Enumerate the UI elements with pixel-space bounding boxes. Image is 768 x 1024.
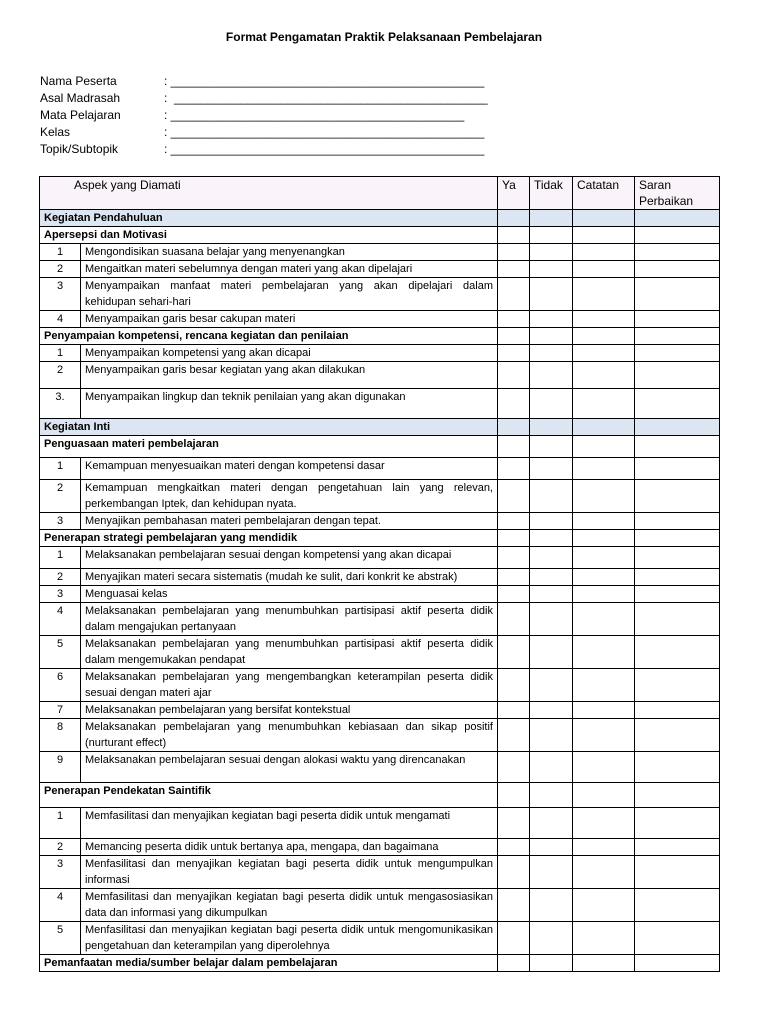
table-row — [40, 261, 720, 278]
answer-cell[interactable] — [530, 586, 573, 603]
section-cell — [498, 210, 530, 227]
table-row — [40, 480, 720, 513]
observation-table — [39, 176, 720, 972]
answer-cell[interactable] — [573, 362, 635, 389]
answer-cell[interactable] — [530, 328, 573, 345]
item-description: Mengondisikan suasana belajar yang menyenangkan — [81, 244, 498, 261]
answer-cell[interactable] — [498, 311, 530, 328]
answer-cell[interactable] — [635, 513, 720, 530]
answer-cell[interactable] — [635, 244, 720, 261]
answer-cell[interactable] — [573, 480, 635, 513]
answer-cell[interactable] — [498, 513, 530, 530]
answer-cell[interactable] — [573, 586, 635, 603]
answer-cell[interactable] — [573, 345, 635, 362]
answer-cell[interactable] — [573, 530, 635, 547]
answer-cell[interactable] — [573, 569, 635, 586]
table-row — [40, 278, 720, 311]
form-row-kelas — [40, 124, 488, 141]
header-tidak: Tidak — [530, 177, 573, 210]
answer-cell[interactable] — [573, 955, 635, 972]
item-number: 2 — [40, 261, 81, 278]
table-row — [40, 244, 720, 261]
answer-cell[interactable] — [530, 362, 573, 389]
item-number: 2 — [40, 569, 81, 586]
form-row-asal-madrasah — [40, 90, 488, 107]
answer-cell[interactable] — [635, 922, 720, 955]
answer-cell[interactable] — [498, 702, 530, 719]
answer-cell[interactable] — [498, 955, 530, 972]
answer-cell[interactable] — [635, 752, 720, 783]
answer-cell[interactable] — [530, 530, 573, 547]
answer-cell[interactable] — [498, 603, 530, 636]
item-description: Menyajikan pembahasan materi pembelajaran dengan tepat. — [81, 513, 498, 530]
answer-cell[interactable] — [530, 480, 573, 513]
table-row — [40, 669, 720, 702]
group-label: Apersepsi dan Motivasi — [40, 227, 498, 244]
answer-cell[interactable] — [573, 922, 635, 955]
answer-cell[interactable] — [530, 389, 573, 419]
item-number: 5 — [40, 636, 81, 669]
answer-cell[interactable] — [530, 227, 573, 244]
item-description: Menfasilitasi dan menyajikan kegiatan bagi peserta didik untuk mengumpulkan informasi — [81, 856, 498, 889]
answer-cell[interactable] — [573, 227, 635, 244]
form-blank-line[interactable]: : ____________________________________________ — [164, 108, 465, 122]
item-number: 4 — [40, 311, 81, 328]
answer-cell[interactable] — [530, 669, 573, 702]
answer-cell[interactable] — [573, 244, 635, 261]
item-description: Melaksanakan pembelajaran sesuai dengan kompetensi yang akan dicapai — [81, 547, 498, 569]
answer-cell[interactable] — [635, 955, 720, 972]
group-label: Penguasaan materi pembelajaran — [40, 436, 498, 458]
table-row — [40, 636, 720, 669]
item-description: Memancing peserta didik untuk bertanya apa, mengapa, dan bagaimana — [81, 839, 498, 856]
table-row — [40, 719, 720, 752]
table-row — [40, 513, 720, 530]
table-row — [40, 752, 720, 783]
item-number: 1 — [40, 808, 81, 839]
item-number: 8 — [40, 719, 81, 752]
answer-cell[interactable] — [498, 839, 530, 856]
item-description: Menyampaikan lingkup dan teknik penilaian yang akan digunakan — [81, 389, 498, 419]
answer-cell[interactable] — [635, 227, 720, 244]
answer-cell[interactable] — [635, 480, 720, 513]
answer-cell[interactable] — [635, 362, 720, 389]
answer-cell[interactable] — [498, 808, 530, 839]
item-description: Memfasilitasi dan menyajikan kegiatan bagi peserta didik untuk mengasosiasikan data dan informasi yang dikumpulkan — [81, 889, 498, 922]
answer-cell[interactable] — [635, 636, 720, 669]
item-number: 2 — [40, 839, 81, 856]
item-number: 4 — [40, 603, 81, 636]
answer-cell[interactable] — [498, 244, 530, 261]
form-blank-line[interactable]: : _______________________________________________ — [164, 142, 485, 156]
answer-cell[interactable] — [498, 362, 530, 389]
item-number: 1 — [40, 244, 81, 261]
item-number: 5 — [40, 922, 81, 955]
answer-cell[interactable] — [635, 719, 720, 752]
answer-cell[interactable] — [530, 436, 573, 458]
table-row — [40, 702, 720, 719]
answer-cell[interactable] — [530, 955, 573, 972]
item-description: Menyampaikan garis besar cakupan materi — [81, 311, 498, 328]
header-saran: Saran Perbaikan — [635, 177, 720, 210]
item-description: Kemampuan menyesuaikan materi dengan kompetensi dasar — [81, 458, 498, 480]
item-number: 7 — [40, 702, 81, 719]
group-label: Pemanfaatan media/sumber belajar dalam pembelajaran — [40, 955, 498, 972]
item-number: 3 — [40, 586, 81, 603]
answer-cell[interactable] — [573, 328, 635, 345]
answer-cell[interactable] — [573, 458, 635, 480]
group-label: Penerapan Pendekatan Saintifik — [40, 783, 498, 808]
answer-cell[interactable] — [635, 345, 720, 362]
answer-cell[interactable] — [498, 922, 530, 955]
section-cell — [498, 419, 530, 436]
answer-cell[interactable] — [635, 328, 720, 345]
answer-cell[interactable] — [498, 856, 530, 889]
item-description: Menyajikan materi secara sistematis (mudah ke sulit, dari konkrit ke abstrak) — [81, 569, 498, 586]
answer-cell[interactable] — [530, 311, 573, 328]
item-description: Menfasilitasi dan menyajikan kegiatan bagi peserta didik untuk mengomunikasikan pengetahuan dan keterampilan yang diperolehnya — [81, 922, 498, 955]
answer-cell[interactable] — [498, 889, 530, 922]
answer-cell[interactable] — [573, 261, 635, 278]
answer-cell[interactable] — [498, 586, 530, 603]
answer-cell[interactable] — [498, 719, 530, 752]
answer-cell[interactable] — [573, 839, 635, 856]
answer-cell[interactable] — [573, 436, 635, 458]
form-label: Nama Peserta — [40, 74, 117, 88]
table-row — [40, 603, 720, 636]
answer-cell[interactable] — [498, 783, 530, 808]
answer-cell[interactable] — [635, 586, 720, 603]
answer-cell[interactable] — [635, 458, 720, 480]
table-row — [40, 345, 720, 362]
item-description: Melaksanakan pembelajaran yang menumbuhkan partisipasi aktif peserta didik dalam mengajukan pertanyaan — [81, 603, 498, 636]
answer-cell[interactable] — [530, 839, 573, 856]
answer-cell[interactable] — [573, 389, 635, 419]
answer-cell[interactable] — [573, 702, 635, 719]
form-row-nama-peserta — [40, 73, 488, 90]
table-row — [40, 856, 720, 889]
item-description: Melaksanakan pembelajaran yang menumbuhkan kebiasaan dan sikap positif (nurturant effect) — [81, 719, 498, 752]
table-row — [40, 362, 720, 389]
answer-cell[interactable] — [498, 436, 530, 458]
item-description: Melaksanakan pembelajaran sesuai dengan alokasi waktu yang direncanakan — [81, 752, 498, 783]
table-row — [40, 547, 720, 569]
answer-cell[interactable] — [635, 856, 720, 889]
item-number: 1 — [40, 458, 81, 480]
answer-cell[interactable] — [635, 702, 720, 719]
answer-cell[interactable] — [498, 752, 530, 783]
group-row — [40, 955, 720, 972]
answer-cell[interactable] — [573, 278, 635, 311]
answer-cell[interactable] — [635, 278, 720, 311]
item-description: Kemampuan mengkaitkan materi dengan pengetahuan lain yang relevan, perkembangan Iptek, dan kehidupan nyata. — [81, 480, 498, 513]
answer-cell[interactable] — [498, 636, 530, 669]
answer-cell[interactable] — [635, 569, 720, 586]
item-description: Melaksanakan pembelajaran yang bersifat kontekstual — [81, 702, 498, 719]
answer-cell[interactable] — [530, 603, 573, 636]
table-row — [40, 586, 720, 603]
group-label: Penerapan strategi pembelajaran yang mendidik — [40, 530, 498, 547]
form-row-topik-subtopik — [40, 141, 488, 158]
header-ya: Ya — [498, 177, 530, 210]
form-row-mata-pelajaran — [40, 107, 488, 124]
form-label: Kelas — [40, 125, 71, 139]
answer-cell[interactable] — [573, 311, 635, 328]
item-description: Menguasai kelas — [81, 586, 498, 603]
item-description: Melaksanakan pembelajaran yang mengembangkan keterampilan peserta didik sesuai dengan materi ajar — [81, 669, 498, 702]
answer-cell[interactable] — [635, 808, 720, 839]
form-blank-line[interactable]: : _______________________________________________ — [164, 91, 488, 105]
answer-cell[interactable] — [498, 389, 530, 419]
table-row — [40, 458, 720, 480]
answer-cell[interactable] — [530, 261, 573, 278]
section-label: Kegiatan Inti — [40, 419, 498, 436]
table-row — [40, 569, 720, 586]
form-blank-line[interactable]: : _______________________________________________ — [164, 74, 485, 88]
table-row — [40, 839, 720, 856]
answer-cell[interactable] — [498, 480, 530, 513]
answer-cell[interactable] — [573, 808, 635, 839]
item-number: 1 — [40, 345, 81, 362]
answer-cell[interactable] — [573, 636, 635, 669]
answer-cell[interactable] — [530, 783, 573, 808]
group-row — [40, 436, 720, 458]
form-label: Topik/Subtopik — [40, 142, 119, 156]
answer-cell[interactable] — [635, 530, 720, 547]
section-cell — [530, 210, 573, 227]
item-number: 2 — [40, 480, 81, 513]
item-description: Menyampaikan manfaat materi pembelajaran yang akan dipelajari dalam kehidupan sehari-hari — [81, 278, 498, 311]
observation-table-body — [40, 177, 720, 972]
item-description: Menyampaikan kompetensi yang akan dicapai — [81, 345, 498, 362]
item-number: 3 — [40, 856, 81, 889]
table-row — [40, 889, 720, 922]
answer-cell[interactable] — [573, 752, 635, 783]
answer-cell[interactable] — [635, 889, 720, 922]
section-cell — [635, 210, 720, 227]
item-number: 3 — [40, 513, 81, 530]
table-header-row — [40, 177, 720, 210]
answer-cell[interactable] — [530, 278, 573, 311]
answer-cell[interactable] — [573, 889, 635, 922]
section-cell — [530, 419, 573, 436]
header-catatan: Catatan — [573, 177, 635, 210]
answer-cell[interactable] — [635, 311, 720, 328]
answer-cell[interactable] — [635, 261, 720, 278]
section-cell — [573, 210, 635, 227]
answer-cell[interactable] — [530, 458, 573, 480]
item-number: 2 — [40, 362, 81, 389]
answer-cell[interactable] — [530, 856, 573, 889]
form-label: Asal Madrasah — [40, 91, 121, 105]
answer-cell[interactable] — [530, 702, 573, 719]
answer-cell[interactable] — [635, 839, 720, 856]
item-number: 3. — [40, 389, 81, 419]
answer-cell[interactable] — [530, 752, 573, 783]
answer-cell[interactable] — [498, 530, 530, 547]
group-row — [40, 530, 720, 547]
answer-cell[interactable] — [498, 328, 530, 345]
group-row — [40, 227, 720, 244]
answer-cell[interactable] — [635, 603, 720, 636]
answer-cell[interactable] — [530, 547, 573, 569]
header-aspek: Aspek yang Diamati — [40, 177, 498, 210]
answer-cell[interactable] — [530, 513, 573, 530]
form-label: Mata Pelajaran — [40, 108, 121, 122]
answer-cell[interactable] — [498, 458, 530, 480]
table-row — [40, 389, 720, 419]
page-title: Format Pengamatan Praktik Pelaksanaan Pembelajaran — [225, 30, 543, 44]
section-row — [40, 210, 720, 227]
form-blank-line[interactable]: : _______________________________________________ — [164, 125, 485, 139]
table-row — [40, 808, 720, 839]
answer-cell[interactable] — [573, 783, 635, 808]
group-row — [40, 328, 720, 345]
answer-cell[interactable] — [530, 244, 573, 261]
answer-cell[interactable] — [498, 669, 530, 702]
answer-cell[interactable] — [498, 261, 530, 278]
item-description: Mengaitkan materi sebelumnya dengan materi yang akan dipelajari — [81, 261, 498, 278]
answer-cell[interactable] — [498, 345, 530, 362]
answer-cell[interactable] — [530, 345, 573, 362]
item-description: Memfasilitasi dan menyajikan kegiatan bagi peserta didik untuk mengamati — [81, 808, 498, 839]
answer-cell[interactable] — [530, 808, 573, 839]
section-label: Kegiatan Pendahuluan — [40, 210, 498, 227]
answer-cell[interactable] — [635, 669, 720, 702]
section-cell — [635, 419, 720, 436]
answer-cell[interactable] — [530, 569, 573, 586]
participant-form — [40, 73, 488, 158]
answer-cell[interactable] — [498, 227, 530, 244]
answer-cell[interactable] — [498, 278, 530, 311]
item-number: 3 — [40, 278, 81, 311]
answer-cell[interactable] — [498, 547, 530, 569]
answer-cell[interactable] — [635, 436, 720, 458]
answer-cell[interactable] — [530, 889, 573, 922]
answer-cell[interactable] — [530, 636, 573, 669]
item-description: Melaksanakan pembelajaran yang menumbuhkan partisipasi aktif peserta didik dalam mengemukakan pendapat — [81, 636, 498, 669]
group-label: Penyampaian kompetensi, rencana kegiatan dan penilaian — [40, 328, 498, 345]
section-row — [40, 419, 720, 436]
answer-cell[interactable] — [573, 547, 635, 569]
item-number: 1 — [40, 547, 81, 569]
answer-cell[interactable] — [573, 603, 635, 636]
item-number: 6 — [40, 669, 81, 702]
answer-cell[interactable] — [530, 922, 573, 955]
answer-cell[interactable] — [573, 669, 635, 702]
answer-cell[interactable] — [498, 569, 530, 586]
item-number: 4 — [40, 889, 81, 922]
section-cell — [573, 419, 635, 436]
group-row — [40, 783, 720, 808]
answer-cell[interactable] — [573, 719, 635, 752]
answer-cell[interactable] — [635, 389, 720, 419]
answer-cell[interactable] — [573, 856, 635, 889]
answer-cell[interactable] — [573, 513, 635, 530]
answer-cell[interactable] — [635, 783, 720, 808]
item-number: 9 — [40, 752, 81, 783]
table-row — [40, 922, 720, 955]
answer-cell[interactable] — [530, 719, 573, 752]
answer-cell[interactable] — [635, 547, 720, 569]
table-row — [40, 311, 720, 328]
item-description: Menyampaikan garis besar kegiatan yang akan dilakukan — [81, 362, 498, 389]
